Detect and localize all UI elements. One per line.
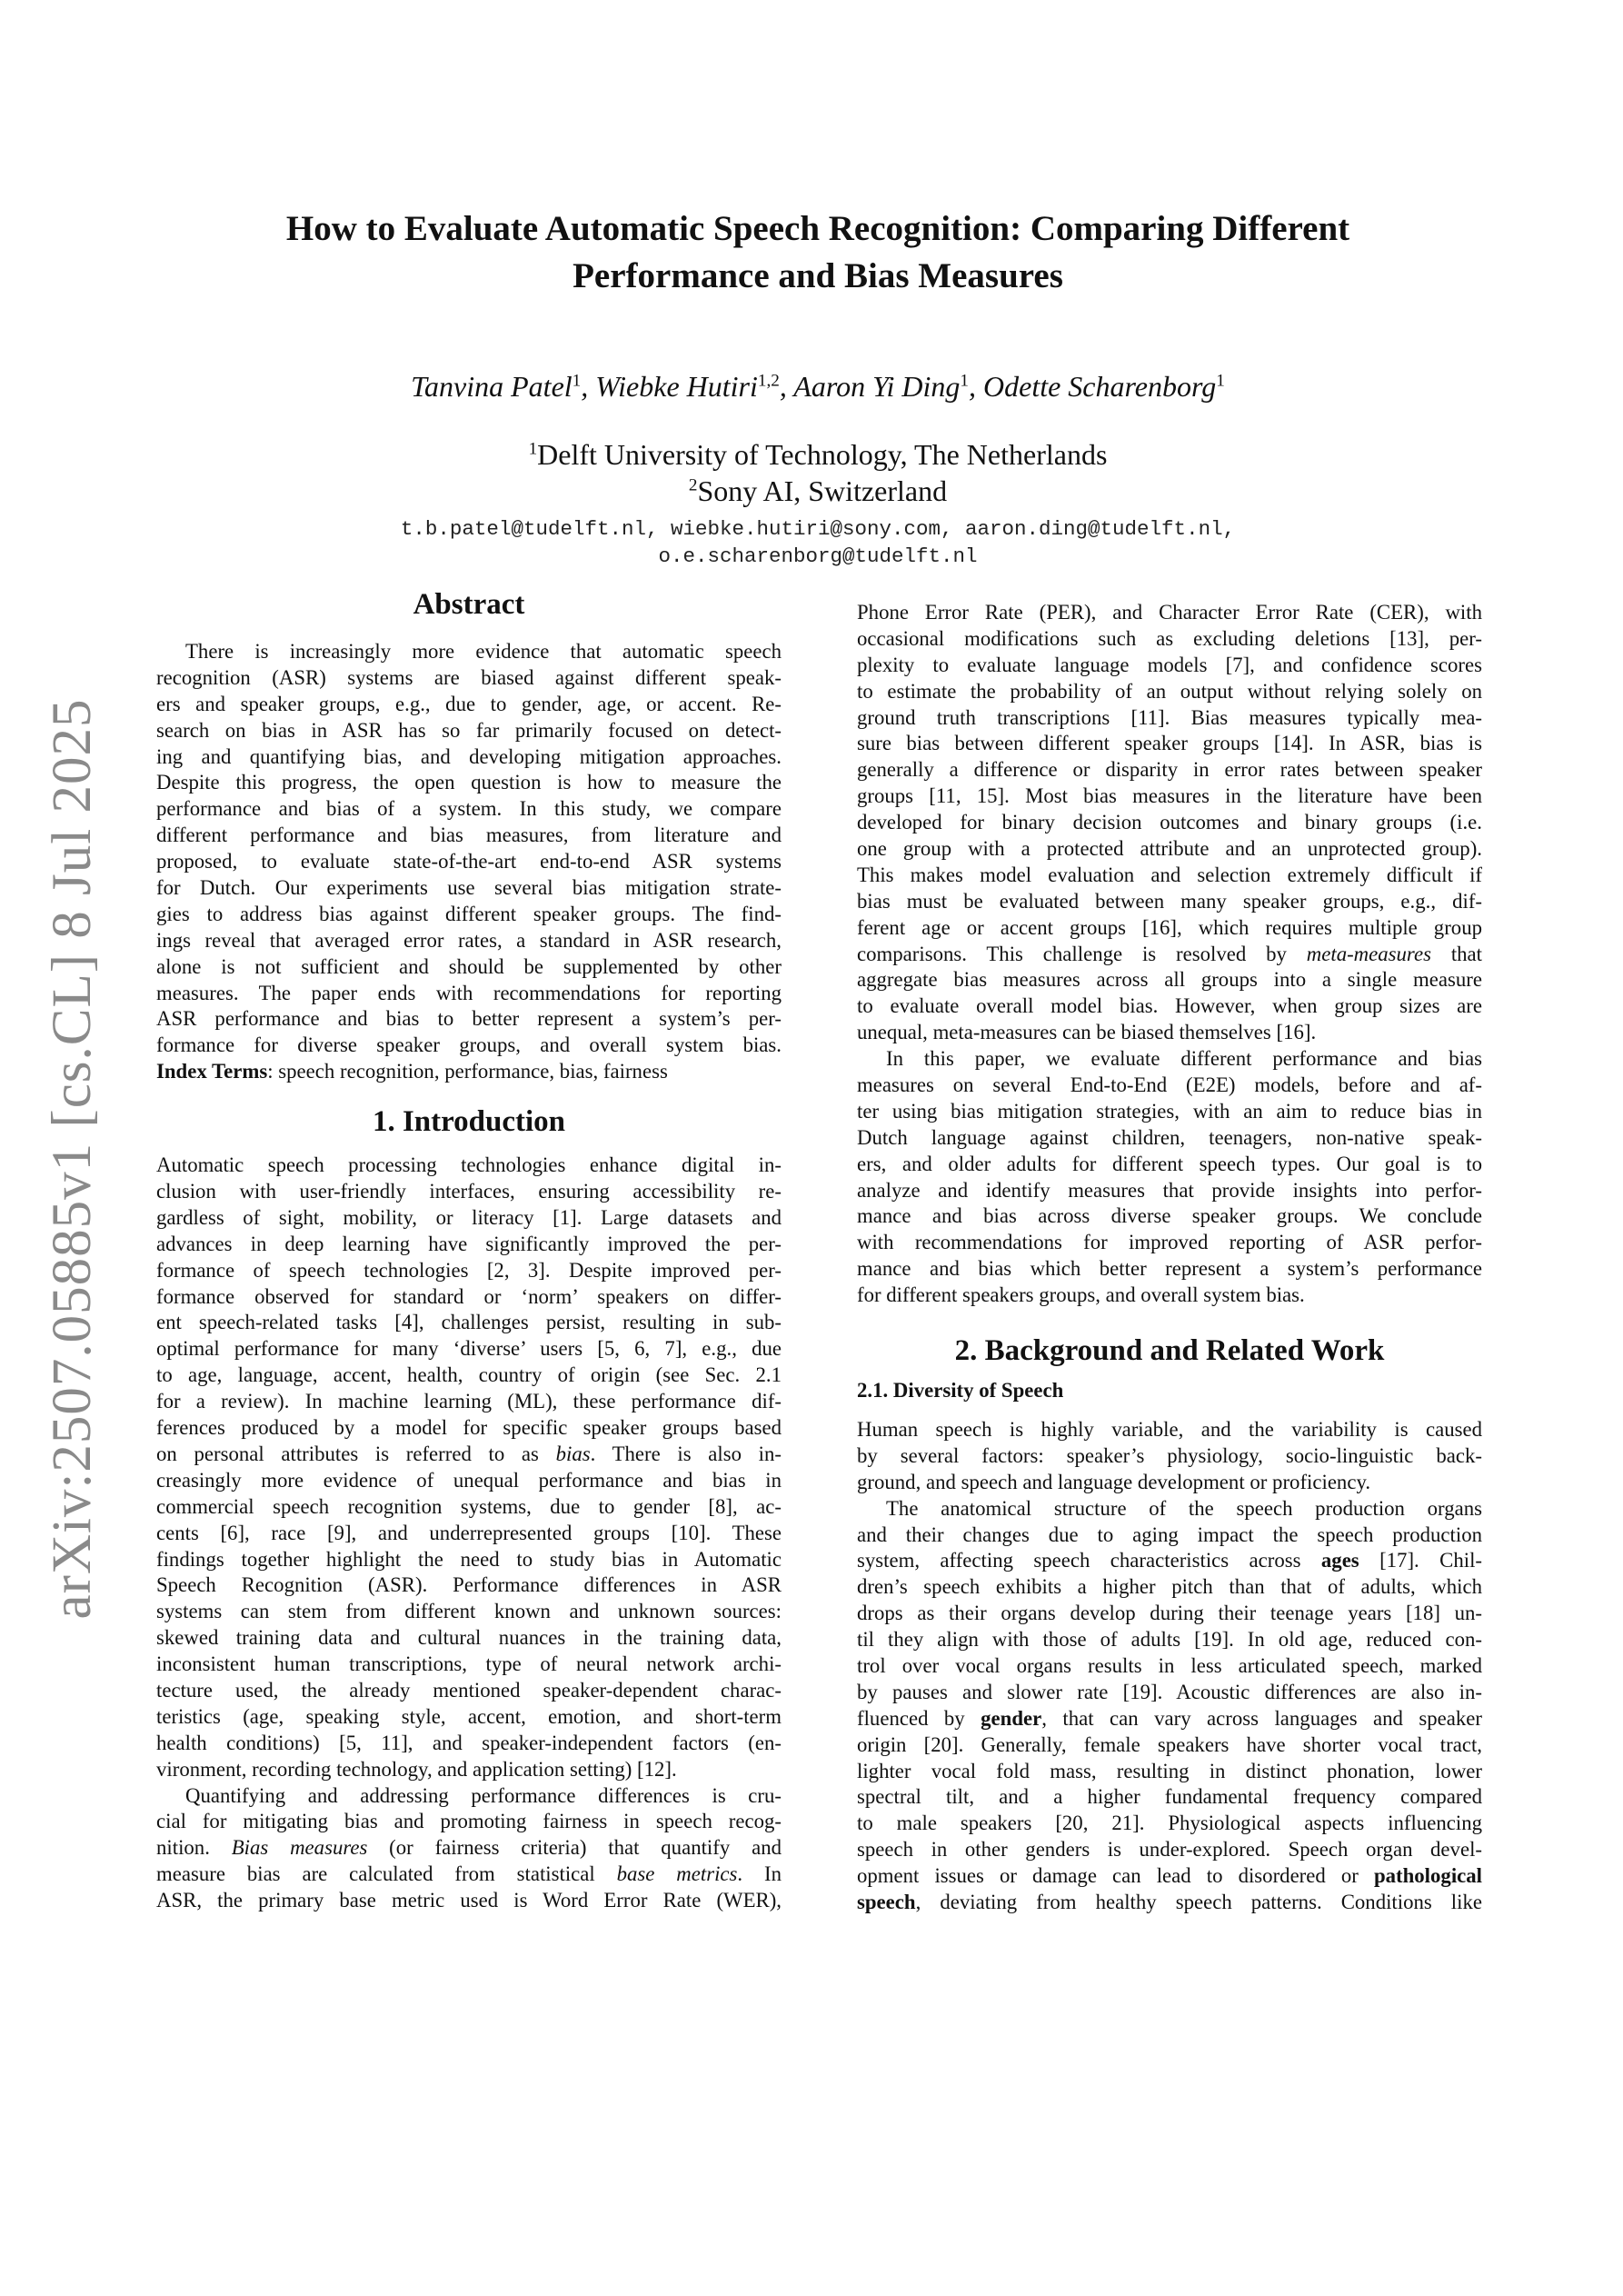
intro-line xyxy=(156,1862,782,1888)
body-line: ter using bias mitigation strategies, with an aim to reduce bias in xyxy=(857,1099,1482,1123)
body-line: with recommendations for improved reporting of ASR perfor- xyxy=(857,1231,1482,1254)
intro-line: health conditions) [5, 11], and speaker-independent factors (en- xyxy=(156,1731,782,1754)
body-line: plexity to evaluate language models [7], and confidence scores xyxy=(857,653,1482,676)
intro-line: clusion with user-friendly interfaces, ensuring accessibility re- xyxy=(156,1180,782,1203)
index-terms-label: Index Terms xyxy=(156,1060,268,1083)
body-line: analyze and identify measures that provide insights into perfor- xyxy=(857,1178,1482,1202)
body-line: mance and bias across diverse speaker groups. We conclude xyxy=(857,1204,1482,1228)
body-line: generally a difference or disparity in error rates between speaker xyxy=(857,758,1482,782)
abstract-line: proposed, to evaluate state-of-the-art end-to-end ASR systems xyxy=(156,850,782,873)
body-line: sure bias between different speaker groups [14]. In ASR, bias is xyxy=(857,732,1482,755)
intro-line: ferences produced by a model for specific speaker groups based xyxy=(156,1416,782,1440)
left-column xyxy=(156,586,782,1914)
intro-line: vironment, recording technology, and application setting) [12]. xyxy=(156,1757,677,1781)
body-line: for different speakers groups, and overall system bias. xyxy=(857,1283,1305,1307)
body-line xyxy=(857,1548,1482,1574)
intro-line: tecture used, the already mentioned speaker-dependent charac- xyxy=(156,1678,782,1702)
intro-line: optimal performance for many ‘diverse’ users [5, 6, 7], e.g., due xyxy=(156,1337,782,1361)
intro-line: gardless of sight, mobility, or literacy [1]. Large datasets and xyxy=(156,1205,782,1229)
body-line: ground, and speech and language development or proficiency. xyxy=(857,1470,1371,1493)
emphasis: base metrics xyxy=(616,1862,738,1886)
text-run: system, affecting speech characteristics across xyxy=(857,1549,1321,1572)
intro-line: Automatic speech processing technologies enhance digital in- xyxy=(156,1153,782,1177)
title-line: Performance and Bias Measures xyxy=(573,256,1063,295)
author-name: Wiebke Hutiri xyxy=(595,370,758,403)
intro-line: Quantifying and addressing performance differences is cru- xyxy=(185,1783,782,1807)
body-line: This makes model evaluation and selection extremely difficult if xyxy=(857,863,1482,886)
body-line xyxy=(857,1863,1482,1890)
text-run: . There is also in- xyxy=(590,1442,782,1465)
text-run: nition. xyxy=(156,1836,232,1860)
body-line xyxy=(857,942,1482,968)
intro-line: for a review). In machine learning (ML), these performance dif- xyxy=(156,1390,782,1413)
body-line: dren’s speech exhibits a higher pitch than that of adults, which xyxy=(857,1575,1482,1599)
body-line: spectral tilt, and a higher fundamental frequency compared xyxy=(857,1785,1482,1809)
text-run: on personal attributes is referred to as xyxy=(156,1442,556,1465)
introduction-body xyxy=(156,1153,782,1914)
author-name: Aaron Yi Ding xyxy=(793,370,961,403)
body-line: trol over vocal organs results in less articulated speech, marked xyxy=(857,1653,1482,1677)
intro-line: creasingly more evidence of unequal performance and bias in xyxy=(156,1468,782,1492)
body-line: ferent age or accent groups [16], which requires multiple group xyxy=(857,915,1482,939)
body-line: mance and bias which better represent a system’s performance xyxy=(857,1257,1482,1281)
intro-line xyxy=(156,1835,782,1862)
body-line: Dutch language against children, teenagers, non-native speak- xyxy=(857,1125,1482,1149)
text-run: . In xyxy=(737,1862,782,1886)
body-line: developed for binary decision outcomes and binary groups (i.e. xyxy=(857,811,1482,834)
body-line: to male speakers [20, 21]. Physiological aspects influencing xyxy=(857,1812,1482,1835)
abstract-line: ings reveal that averaged error rates, a standard in ASR research, xyxy=(156,928,782,952)
intro-line: commercial speech recognition systems, due to gender [8], ac- xyxy=(156,1494,782,1518)
abstract-line: for Dutch. Our experiments use several bias mitigation strate- xyxy=(156,876,782,900)
intro-line: ASR, the primary base metric used is Word Error Rate (WER), xyxy=(156,1889,782,1912)
body-line: Phone Error Rate (PER), and Character Error Rate (CER), with xyxy=(857,601,1482,624)
intro-line: advances in deep learning have significantly improved the per- xyxy=(156,1232,782,1255)
text-run: comparisons. This challenge is resolved by xyxy=(857,942,1307,965)
abstract-heading: Abstract xyxy=(413,588,525,621)
body-line: one group with a protected attribute and an unprotected group). xyxy=(857,837,1482,861)
body-line xyxy=(857,1706,1482,1732)
affiliation xyxy=(164,436,1472,473)
text-run: [17]. Chil- xyxy=(1359,1549,1482,1572)
author-name: Odette Scharenborg xyxy=(983,370,1217,403)
body-line: til they align with those of adults [19]. In old age, reduced con- xyxy=(857,1628,1482,1652)
section-heading-background: 2. Background and Related Work xyxy=(954,1334,1385,1368)
body-line: groups [11, 15]. Most bias measures in the literature have been xyxy=(857,784,1482,808)
text-run: fluenced by xyxy=(857,1706,981,1730)
body-line: and their changes due to aging impact the speech production xyxy=(857,1522,1482,1546)
author-affiliation-mark: 1 xyxy=(1216,371,1225,391)
abstract-line: alone is not sufficient and should be supplemented by other xyxy=(156,954,782,978)
intro-line: formance observed for standard or ‘norm’ speakers on differ- xyxy=(156,1284,782,1308)
right-column xyxy=(857,600,1482,1916)
body-line: by pauses and slower rate [19]. Acoustic differences are also in- xyxy=(857,1680,1482,1703)
intro-line: inconsistent human transcriptions, type of neural network archi- xyxy=(156,1652,782,1676)
intro-line: ent speech-related tasks [4], challenges persist, resulting in sub- xyxy=(156,1311,782,1334)
arxiv-sidebar xyxy=(36,691,109,1627)
emphasis: Bias measures xyxy=(231,1836,368,1860)
bold-term: pathological xyxy=(1373,1864,1482,1888)
abstract-line: There is increasingly more evidence that automatic speech xyxy=(185,640,782,663)
intro-line: cial for mitigating bias and promoting fairness in speech recog- xyxy=(156,1810,782,1833)
bold-term: ages xyxy=(1320,1549,1359,1572)
body-line: aggregate bias measures across all groups into a single measure xyxy=(857,968,1482,992)
affiliations xyxy=(164,436,1472,509)
abstract-line: search on bias in ASR has so far primarily focused on detect- xyxy=(156,718,782,742)
intro-line: formance of speech technologies [2, 3]. Despite improved per- xyxy=(156,1258,782,1282)
body-line: occasional modifications such as excluding deletions [13], per- xyxy=(857,626,1482,650)
author-affiliation-mark: 1 xyxy=(572,371,582,391)
text-run: that xyxy=(1430,942,1482,965)
emphasis: bias xyxy=(555,1442,591,1465)
text-run: (or fairness criteria) that quantify and xyxy=(367,1836,782,1860)
body-line: drops as their organs develop during their teenage years [18] un- xyxy=(857,1602,1482,1625)
abstract-line: ers and speaker groups, e.g., due to gender, age, or accent. Re- xyxy=(156,692,782,715)
body-line: to evaluate overall model bias. However, when group sizes are xyxy=(857,994,1482,1018)
body-line: bias must be evaluated between many speaker groups, e.g., dif- xyxy=(857,889,1482,913)
affiliation-mark: 1 xyxy=(528,439,538,459)
author-emails xyxy=(164,515,1472,570)
abstract-line: performance and bias of a system. In this study, we compare xyxy=(156,797,782,821)
affiliation-mark: 2 xyxy=(688,475,698,495)
author-name: Tanvina Patel xyxy=(411,370,573,403)
affiliation-text: Sony AI, Switzerland xyxy=(697,474,948,507)
abstract-line: ASR performance and bias to better represent a system’s per- xyxy=(156,1007,782,1031)
abstract-line: ing and quantifying bias, and developing mitigation approaches. xyxy=(156,744,782,768)
body-line: ground truth transcriptions [11]. Bias measures typically mea- xyxy=(857,705,1482,729)
body-line: to estimate the probability of an output without relying solely on xyxy=(857,679,1482,703)
emphasis: meta-measures xyxy=(1306,942,1431,965)
author-affiliation-mark: 1,2 xyxy=(757,371,780,391)
body-line: Human speech is highly variable, and the variability is caused xyxy=(857,1417,1482,1441)
body-line: The anatomical structure of the speech production organs xyxy=(886,1496,1482,1520)
index-terms xyxy=(156,1059,782,1085)
body-line: measures on several End-to-End (E2E) models, before and af- xyxy=(857,1073,1482,1097)
bold-term: speech xyxy=(857,1890,916,1913)
paper-title xyxy=(164,205,1472,300)
intro-line: teristics (age, speaking style, accent, emotion, and short-term xyxy=(156,1704,782,1728)
affiliation-text: Delft University of Technology, The Netherlands xyxy=(537,438,1108,471)
intro-line: Speech Recognition (ASR). Performance differences in ASR xyxy=(156,1573,782,1597)
body-line: origin [20]. Generally, female speakers have shorter vocal tract, xyxy=(857,1732,1482,1756)
abstract-line: gies to address bias against different speaker groups. The find- xyxy=(156,902,782,925)
abstract-line: measures. The paper ends with recommendations for reporting xyxy=(156,981,782,1004)
abstract-body xyxy=(156,639,782,1085)
body-line xyxy=(857,1890,1482,1916)
text-run: opment issues or damage can lead to disordered or xyxy=(857,1864,1374,1888)
email-line: o.e.scharenborg@tudelft.nl xyxy=(658,544,978,568)
email-line: t.b.patel@tudelft.nl, wiebke.hutiri@sony.com, aaron.ding@tudelft.nl, xyxy=(400,517,1236,541)
intro-line: findings together highlight the need to study bias in Automatic xyxy=(156,1547,782,1571)
body-line: by several factors: speaker’s physiology, socio-linguistic back- xyxy=(857,1443,1482,1467)
author-affiliation-mark: 1 xyxy=(960,371,969,391)
title-line: How to Evaluate Automatic Speech Recognition: Comparing Different xyxy=(285,209,1350,248)
text-run: , deviating from healthy speech patterns. Conditions like xyxy=(915,1890,1482,1913)
index-terms-text: : speech recognition, performance, bias, fairness xyxy=(267,1060,668,1083)
bold-term: gender xyxy=(981,1706,1042,1730)
affiliation xyxy=(164,473,1472,509)
abstract-line: Despite this progress, the open question is how to measure the xyxy=(156,771,782,794)
author-list: Tanvina Patel$^1$, Wiebke Hutiri$^{1,2}$, Aaron Yi Ding$^1$, Odette Scharenborg$^1$ xyxy=(411,370,1225,403)
body-line: unequal, meta-measures can be biased themselves [16]. xyxy=(857,1021,1317,1044)
abstract-line: recognition (ASR) systems are biased against different speak- xyxy=(156,665,782,689)
arxiv-identifier: arXiv:2507.05885v1 [cs.CL] 8 Jul 2025 xyxy=(42,698,103,1620)
intro-line: to age, language, accent, health, country of origin (see Sec. 2.1 xyxy=(156,1363,782,1387)
subsection-heading-diversity: 2.1. Diversity of Speech xyxy=(857,1379,1064,1403)
body-line: In this paper, we evaluate different performance and bias xyxy=(886,1047,1482,1071)
text-run: measure bias are calculated from statistical xyxy=(156,1862,617,1886)
body-line: lighter vocal fold mass, resulting in distinct phonation, lower xyxy=(857,1759,1482,1782)
text-run: , that can vary across languages and speaker xyxy=(1041,1706,1483,1730)
abstract-line: formance for diverse speaker groups, and overall system bias. xyxy=(156,1033,782,1057)
section-heading-introduction: 1. Introduction xyxy=(372,1105,566,1139)
body-line: ers, and older adults for different speech types. Our goal is to xyxy=(857,1152,1482,1175)
body-line: speech in other genders is under-explored. Speech organ devel- xyxy=(857,1838,1482,1862)
abstract-line: different performance and bias measures, from literature and xyxy=(156,824,782,847)
intro-line: skewed training data and cultural nuances in the training data, xyxy=(156,1626,782,1650)
intro-line: cents [6], race [9], and underrepresented groups [10]. These xyxy=(156,1521,782,1544)
intro-line: systems can stem from different known and unknown sources: xyxy=(156,1600,782,1623)
intro-line xyxy=(156,1442,782,1468)
